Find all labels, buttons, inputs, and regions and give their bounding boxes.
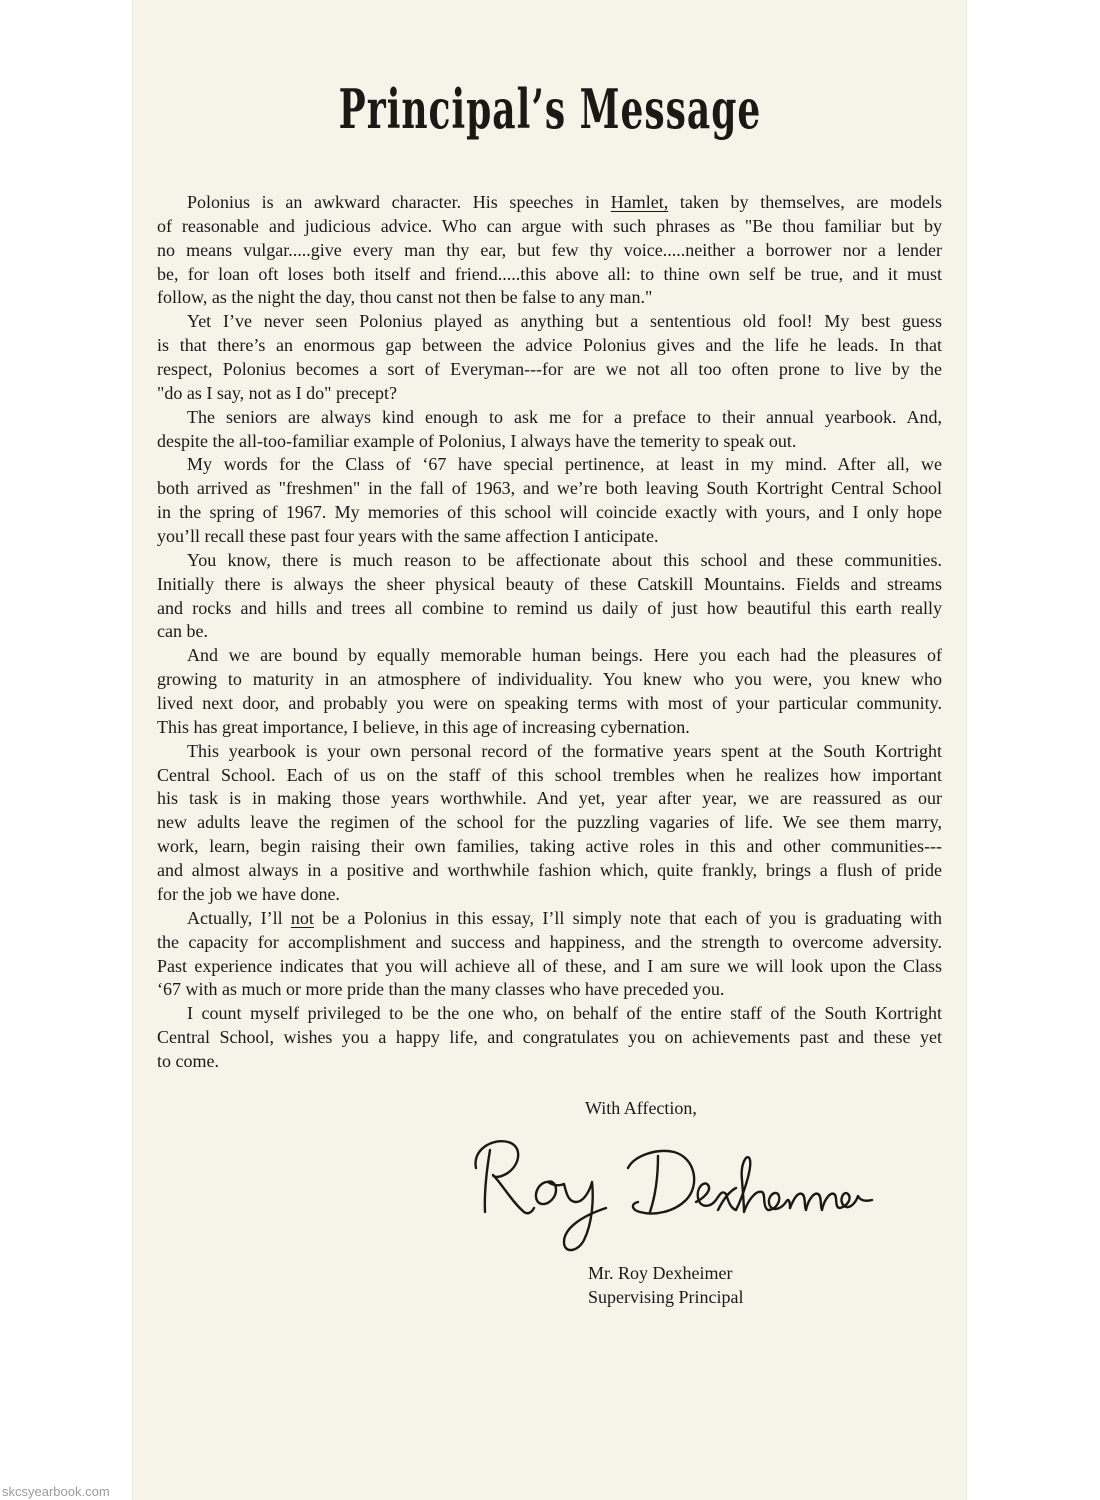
signer-title: Supervising Principal (588, 1287, 744, 1307)
letter-paragraph (157, 453, 942, 548)
closing-salutation: With Affection, (585, 1098, 697, 1118)
letter-line: the capacity for accomplishment and success and happiness, and the strength to overcome adversity. (157, 931, 942, 952)
letter-line: you’ll recall these past four years with the same affection I anticipate. (157, 526, 659, 547)
signature-stroke (790, 1193, 872, 1210)
letter-line: My words for the Class of ‘67 have special pertinence, at least in my mind. After all, we (187, 454, 942, 475)
letter-paragraph (157, 406, 942, 454)
letter-line: work, learn, begin raising their own families, taking active roles in this and other communities--- (157, 836, 942, 857)
letter-line: his task is in making those years worthwhile. And yet, year after year, we are reassured as our (157, 788, 942, 809)
line-segment: taken by themselves, are models (668, 192, 942, 212)
letter-line: new adults leave the regimen of the school for the puzzling vagaries of life. We see them marry, (157, 812, 942, 833)
letter-line: and rocks and hills and trees all combine to remind us daily of just how beautiful this earth really (157, 597, 942, 618)
underlined-word: Hamlet, (610, 192, 669, 212)
line-segment: be a Polonius in this essay, I’ll simply note that each of you is graduating with (313, 907, 942, 928)
letter-paragraph (157, 907, 942, 1002)
site-watermark: skcsyearbook.com (2, 1484, 110, 1499)
letter-line: Past experience indicates that you will achieve all of these, and I am sure we will look upon the Class (157, 955, 942, 976)
letter-line (157, 191, 942, 215)
letter-line: Central School. Each of us on the staff of this school trembles when he realizes how important (157, 764, 942, 785)
letter-line: in the spring of 1967. My memories of this school will coincide exactly with yours, and I only hope (157, 502, 942, 523)
letter-line: This has great importance, I believe, in this age of increasing cybernation. (157, 716, 690, 737)
letter-line (157, 907, 942, 931)
signature-stroke (650, 1156, 658, 1212)
letter-paragraph (157, 1002, 942, 1074)
letter-line: despite the all-too-familiar example of Polonius, I always have the temerity to speak out. (157, 430, 797, 451)
signature-stroke (485, 1150, 490, 1212)
signature-stroke (628, 1151, 694, 1214)
letter-line: of reasonable and judicious advice. Who can argue with such phrases as "Be thou familiar but by (157, 215, 942, 236)
letter-line: respect, Polonius becomes a sort of Everyman---for are we not all too often prone to live by the (157, 359, 942, 380)
letter-line: "do as I say, not as I do" precept? (157, 382, 397, 403)
letter-line: Central School, wishes you a happy life, and congratulates you on achievements past and these yet (157, 1027, 942, 1048)
underlined-word: not (290, 907, 314, 928)
letter-line: I count myself privileged to be the one who, on behalf of the entire staff of the South Kortright (187, 1003, 942, 1024)
letter-paragraph (157, 644, 942, 739)
line-segment: Polonius is an awkward character. His speeches in (187, 192, 611, 212)
handwritten-signature (460, 1128, 880, 1263)
page-title: Principal’s Message (338, 78, 762, 142)
letter-line: follow, as the night the day, thou canst not then be false to any man." (157, 287, 653, 308)
letter-line: And we are bound by equally memorable human beings. Here you each had the pleasures of (187, 645, 942, 666)
letter-line: is that there’s an enormous gap between the advice Polonius gives and the life he leads. In that (157, 335, 942, 356)
letter-line: no means vulgar.....give every man thy ear, but few thy voice.....neither a borrower nor a lender (157, 239, 942, 260)
letter-line: Initially there is always the sheer physical beauty of these Catskill Mountains. Fields and streams (157, 573, 942, 594)
letter-line: You know, there is much reason to be affectionate about this school and these communities. (187, 549, 942, 570)
letter-line: This yearbook is your own personal record of the formative years spent at the South Kortright (187, 740, 942, 761)
signature-stroke (536, 1181, 606, 1250)
letter-line: growing to maturity in an atmosphere of individuality. You knew who you were, you knew who (157, 669, 942, 690)
signature-stroke (696, 1183, 736, 1210)
letter-paragraph (157, 191, 942, 310)
letter-line: and almost always in a positive and worthwhile fashion which, quite frankly, brings a flush of pride (157, 860, 942, 881)
letter-line: ‘67 with as much or more pride than the many classes who have preceded you. (157, 979, 725, 1000)
line-segment: Actually, I’ll (187, 907, 291, 928)
letter-line: lived next door, and probably you were on speaking terms with most of your particular community. (157, 693, 942, 714)
letter-line: be, for loan oft loses both itself and friend.....this above all: to thine own self be true, and it must (157, 263, 942, 284)
letter-body (157, 191, 942, 1074)
signature-stroke (736, 1157, 790, 1212)
signer-name: Mr. Roy Dexheimer (588, 1263, 733, 1283)
letter-line: both arrived as "freshmen" in the fall of 1963, and we’re both leaving South Kortright Central School (157, 478, 942, 499)
letter-line: to come. (157, 1050, 219, 1071)
letter-line: The seniors are always kind enough to ask me for a preface to their annual yearbook. And, (187, 406, 942, 427)
letter-line: can be. (157, 621, 208, 642)
letter-line: for the job we have done. (157, 883, 340, 904)
letter-line: Yet I’ve never seen Polonius played as anything but a sententious old fool! My best guess (187, 311, 942, 332)
letter-paragraph (157, 549, 942, 644)
letter-paragraph (157, 310, 942, 405)
letter-paragraph (157, 740, 942, 907)
